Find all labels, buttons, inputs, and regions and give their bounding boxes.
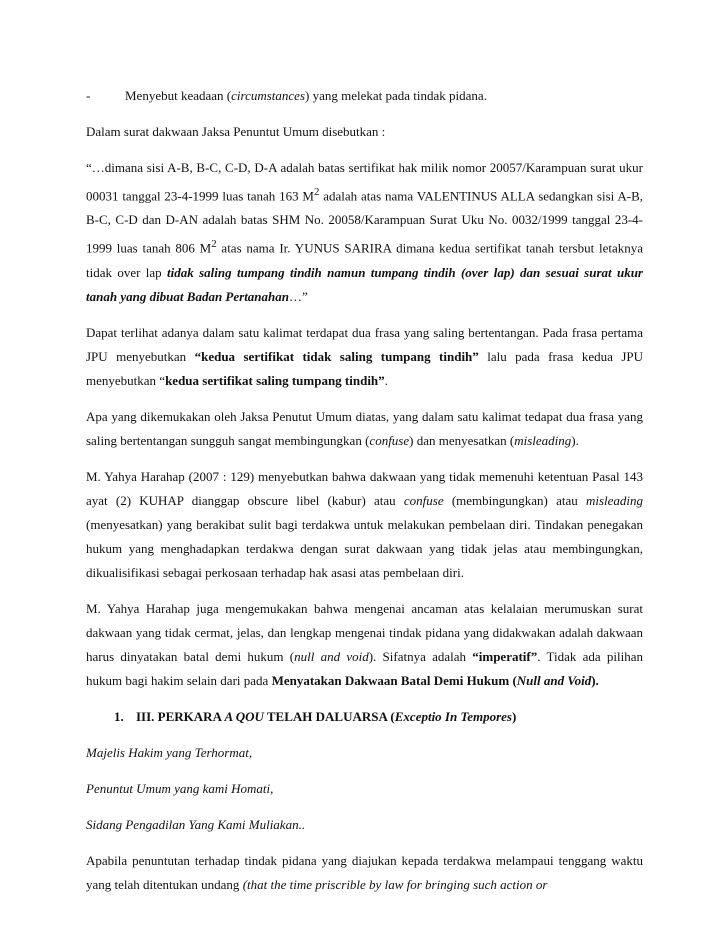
last-italic: (that the time priscrible by law for bringing such action or	[242, 876, 548, 892]
quote-sup-2: 2	[211, 238, 217, 251]
paragraph-confuse	[86, 405, 643, 453]
heading-italic-1: A QOU	[224, 708, 264, 724]
paragraph-quote	[86, 156, 643, 309]
p5-bold-3: ).	[591, 672, 599, 688]
p5-bold-2: Menyatakan Dakwaan Batal Demi Hukum (	[271, 672, 517, 688]
last-text-1: Apabila penuntutan terhadap tindak pidana yang diajukan kepada terdakwa melampaui tenggang waktu yang telah ditentukan undang	[86, 852, 643, 892]
p4-text-1: M. Yahya Harahap (2007 : 129) menyebutkan bahwa dakwaan yang tidak memenuhi ketentuan Pasal 143 ayat (2) KUHAP dianggap obscure libel (kabur) atau	[86, 468, 643, 508]
document-page	[86, 84, 643, 909]
quote-text-3: atas nama Ir. YUNUS SARIRA dimana kedua sertifikat tanah tersbut letaknya tidak over lap	[86, 240, 644, 280]
p2-text-3: .	[384, 372, 388, 388]
address-sidang: Sidang Pengadilan Yang Kami Muliakan..	[86, 816, 306, 832]
heading-text-1: III. PERKARA	[136, 708, 225, 724]
p5-bold-italic: Null and Void	[516, 672, 592, 688]
p2-text-1: Dapat terlihat adanya dalam satu kalimat terdapat dua frasa yang saling bertentangan. Pada frasa pertama JPU menyebutkan	[86, 324, 643, 364]
quote-text-2: adalah atas nama VALENTINUS ALLA sedangkan sisi A-B, B-C, C-D dan D-AN adalah batas SHM No. 20058/Karampuan Surat Uku No. 0032/1999 tanggal 23-4-1999 luas tanah 806 M	[86, 188, 643, 256]
p2-text-2: lalu pada frasa kedua JPU menyebutkan “	[86, 348, 643, 388]
p5-text-3: . Tidak ada pilihan hukum bagi hakim selain dari pada	[86, 648, 644, 688]
p5-text-2: ). Sifatnya adalah	[368, 648, 473, 664]
bullet-circumstances	[86, 84, 643, 108]
heading-text-3: )	[512, 708, 517, 724]
paragraph-last	[86, 849, 643, 897]
quote-text-1: “…dimana sisi A-B, B-C, C-D, D-A adalah batas sertifikat hak milik nomor 20057/Karampuan surat ukur 00031 tanggal 23-4-1999 luas tanah 163 M	[86, 160, 643, 204]
heading-number: 1.	[114, 708, 124, 724]
p3-italic-1: confuse	[369, 432, 410, 448]
p5-text-1: M. Yahya Harahap juga mengemukakan bahwa mengenai ancaman atas kelalaian merumuskan surat dakwaan yang tidak cermat, jelas, dan lengkap mengenai tindak pidana yang didakwakan adalah dakwaan harus dinyatakan batal demi hukum (	[86, 600, 643, 664]
p5-bold-1: “imperatif”	[472, 648, 538, 664]
bullet-text-1: Menyebut keadaan (	[125, 88, 232, 103]
quote-text-end: …”	[289, 288, 308, 304]
quote-emphasis: tidak saling tumpang tindih namun tumpang tindih (over lap) dan sesuai surat ukur tanah yang dibuat Badan Pertanahan	[86, 264, 643, 304]
bullet-dash: -	[86, 88, 91, 103]
bullet-text-italic: circumstances	[231, 88, 306, 103]
p4-text-2: (membingungkan) atau	[443, 492, 586, 508]
p3-italic-2: misleading	[514, 432, 572, 448]
bullet-text	[125, 84, 487, 108]
paragraph-harahap-1	[86, 465, 643, 585]
p4-italic-2: misleading	[585, 492, 643, 508]
bullet-text-2: ) yang melekat pada tindak pidana.	[305, 88, 487, 103]
quote-sup-1: 2	[313, 186, 320, 198]
paragraph-harahap-2	[86, 597, 643, 693]
p4-italic-1: confuse	[403, 492, 444, 508]
p3-text-3: ).	[571, 432, 579, 448]
paragraph-intro: Dalam surat dakwaan Jaksa Penuntut Umum disebutkan :	[86, 124, 386, 139]
p2-bold-1: “kedua sertifikat tidak saling tumpang tindih”	[194, 348, 479, 364]
heading-italic-2: Exceptio In Tempores	[394, 708, 512, 724]
p2-bold-2: kedua sertifikat saling tumpang tindih”	[165, 372, 385, 388]
paragraph-frasa	[86, 321, 643, 393]
address-majelis: Majelis Hakim yang Terhormat,	[86, 744, 253, 760]
address-penuntut: Penuntut Umum yang kami Homati,	[86, 780, 274, 796]
heading-text-2: TELAH DALUARSA (	[263, 708, 395, 724]
section-heading	[114, 705, 643, 729]
p4-text-3: (menyesatkan) yang berakibat sulit bagi terdakwa untuk melakukan pembelaan diri. Tindakan penegakan hukum yang menghadapkan terdakwa dengan surat dakwaan yang tidak jelas atau membingungkan, dikualisifikasi sebagai perkosaan terhadap hak asasi atas pembelaan diri.	[86, 516, 643, 580]
p3-text-2: ) dan menyesatkan (	[409, 432, 515, 448]
p3-text-1: Apa yang dikemukakan oleh Jaksa Penutut Umum diatas, yang dalam satu kalimat tedapat dua frasa yang saling bertentangan sungguh sangat membingungkan (	[86, 408, 643, 448]
p5-italic-1: null and void	[294, 648, 369, 664]
